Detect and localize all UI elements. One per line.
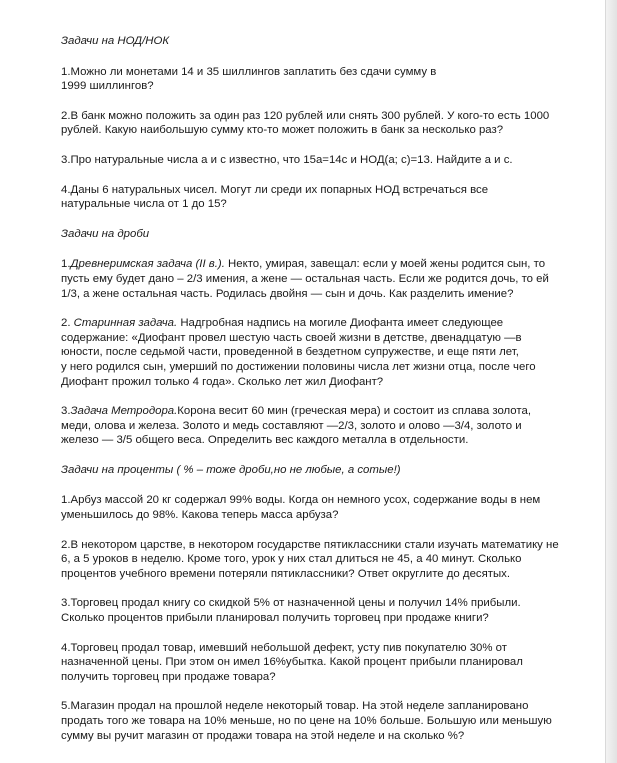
problem-text: Надгробная надпись на могиле Диофанта имеет следующее xyxy=(177,317,504,330)
problem-line: назначенной цены. При этом он имел 16%убытка. Какой процент прибыли планировал xyxy=(61,656,523,669)
document-body xyxy=(61,34,559,743)
problem-percent-2 xyxy=(61,538,559,582)
problem-percent-5 xyxy=(61,699,555,743)
problem-nod-1 xyxy=(61,65,555,94)
problem-number: 1. xyxy=(61,258,71,271)
problem-line xyxy=(61,404,555,419)
problem-nod-2 xyxy=(61,109,555,138)
problem-fractions-2 xyxy=(61,316,555,389)
problem-fractions-3 xyxy=(61,404,555,448)
problem-number: 2. xyxy=(61,317,74,330)
problem-line: у него родился сын, умерший по достижении половины числа лет жизни отца, после чего xyxy=(61,360,536,373)
problem-line: 6, а 5 уроков в неделю. Кроме того, урок у них стал длиться не 45, а 40 минут. Сколько xyxy=(61,553,522,566)
problem-line: Диофант прожил только 4 года». Сколько лет жил Диофант? xyxy=(61,375,384,388)
problem-title: Древнеримская задача (II в.). xyxy=(70,258,225,271)
right-scroll-edge[interactable] xyxy=(605,0,617,763)
problem-nod-3 xyxy=(61,153,555,168)
problem-line: сумму вы ручит магазин от продажи товара на этой неделе и на сколько %? xyxy=(61,729,465,742)
problem-title: Задача Метродора. xyxy=(70,405,178,418)
problem-line: 2.В банк можно положить за один раз 120 рублей или снять 300 рублей. У кого-то есть 1000 xyxy=(61,109,550,122)
problem-line: 2.В некотором царстве, в некотором государстве пятиклассники стали изучать математику не xyxy=(61,538,559,551)
problem-line: Сколько процентов прибыли планировал получить торговец при продаже книги? xyxy=(61,612,489,625)
problem-text: Некто, умирая, завещал: если у моей жены родится сын, то xyxy=(224,258,546,271)
problem-line: железо — 3/5 общего веса. Определить вес каждого металла в отдельности. xyxy=(61,434,469,447)
problem-number: 3. xyxy=(61,405,71,418)
problem-line: продать того же товара на 10% меньше, но по цене на 10% больше. Большую или меньшую xyxy=(61,715,552,727)
problem-line: 3.Про натуральные числа а и с известно, что 15а=14с и НОД(а; с)=13. Найдите а и с. xyxy=(61,153,513,166)
problem-fractions-1 xyxy=(61,257,555,301)
problem-line: 5.Магазин продал на прошлой неделе некоторый товар. На этой неделе запланировано xyxy=(61,700,529,713)
problem-line: пусть ему будет дано – 2/3 имения, а жене — остальная часть. Если же родится дочь, то ей xyxy=(61,272,549,285)
problem-percent-3 xyxy=(61,596,555,625)
problem-line: рублей. Какую наибольшую сумму кто-то может положить в банк за несколько раз? xyxy=(61,124,504,137)
problem-line xyxy=(61,257,555,272)
problem-line: получить торговец при продаже товара? xyxy=(61,670,276,683)
problem-line: 1.Можно ли монетами 14 и 35 шиллингов заплатить без сдачи сумму в xyxy=(61,65,437,78)
problem-title: Старинная задача. xyxy=(73,317,178,330)
section-heading-fractions: Задачи на дроби xyxy=(61,227,150,240)
problem-line: процентов учебного времени потеряли пятиклассники? Ответ округлите до десятых. xyxy=(61,567,511,580)
problem-line: меди, олова и железа. Золото и медь составляют —2/3, золото и олово —3/4, золото и xyxy=(61,419,522,432)
problem-text: Корона весит 60 мин (греческая мера) и состоит из сплава золота, xyxy=(177,405,531,418)
problem-line: 1.Арбуз массой 20 кг содержал 99% воды. Когда он немного усох, содержание воды в нем xyxy=(61,494,541,507)
problem-line xyxy=(61,316,555,331)
problem-line: уменьшилось до 98%. Какова теперь масса арбуза? xyxy=(61,509,339,522)
problem-nod-4 xyxy=(61,183,555,212)
problem-line: 4.Торговец продал товар, имевший небольшой дефект, усту пив покупателю 30% от xyxy=(61,641,507,654)
problem-percent-1 xyxy=(61,493,555,522)
problem-percent-4 xyxy=(61,641,555,685)
problem-line: 3.Торговец продал книгу со скидкой 5% от назначенной цены и получил 14% прибыли. xyxy=(61,597,521,610)
problem-line: юности, после седьмой части, проведенной в бездетном супружестве, и еще пяти лет, xyxy=(61,346,519,359)
section-heading-nod: Задачи на НОД/НОК xyxy=(61,35,170,47)
problem-line: натуральные числа от 1 до 15? xyxy=(61,198,227,211)
problem-line: 4.Даны 6 натуральных чисел. Могут ли среди их попарных НОД встречаться все xyxy=(61,183,489,196)
problem-line: 1/3, а жене остальная часть. Родилась двойня — сын и дочь. Как разделить имение? xyxy=(61,287,514,300)
problem-line: 1999 шиллингов? xyxy=(61,80,154,93)
problem-line: содержание: «Диофант провел шестую часть своей жизни в детстве, двенадцатую —в xyxy=(61,331,522,344)
section-heading-percent: Задачи на проценты ( % – тоже дроби,но не любые, а сотые!) xyxy=(61,463,401,476)
